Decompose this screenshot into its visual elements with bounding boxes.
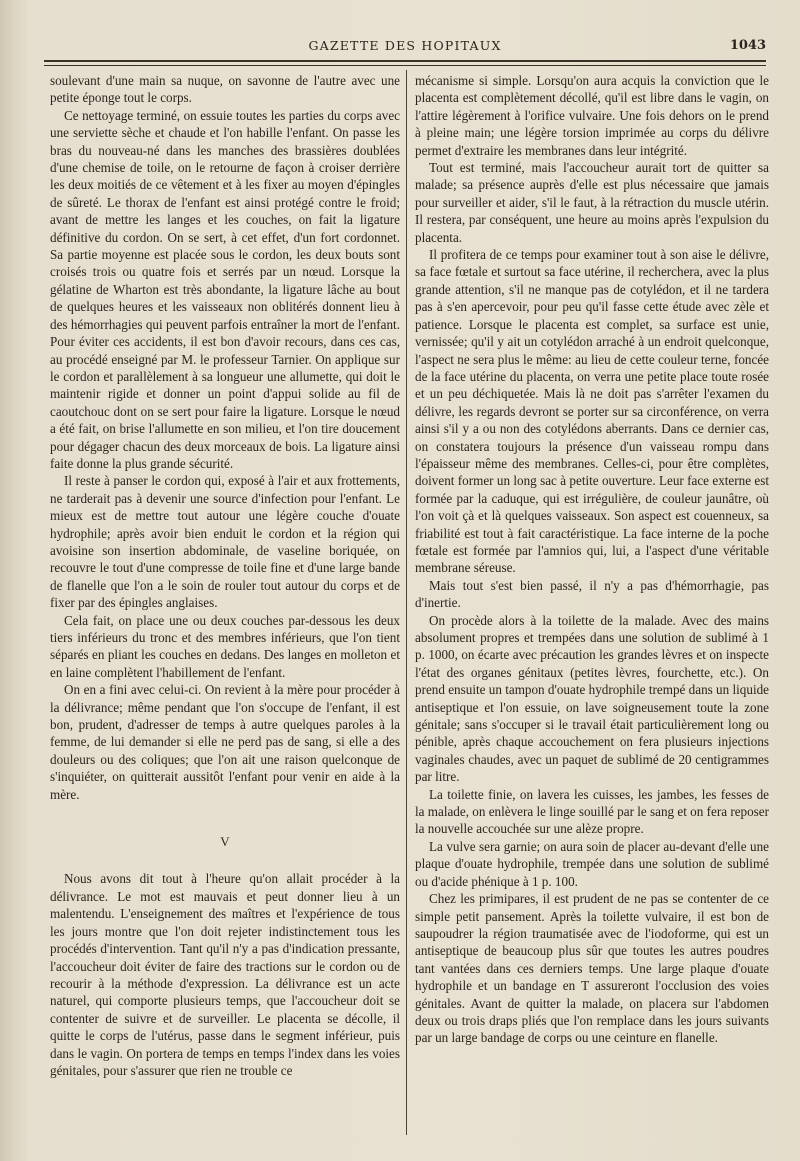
paragraph: soulevant d'une main sa nuque, on savonne de l'autre avec une petite éponge tout le corps. [50, 73, 400, 106]
page-header [44, 38, 766, 58]
paragraph: Il reste à panser le cordon qui, exposé à l'air et aux frottements, ne tarderait pas à devenir une source d'infection pour l'enfant. Le mieux est de mettre tout autour une légère couche d'ouate hydrophile; après avoir bien enduit le cordon et la région qui avoisine son insertion abdominale, de vaseline boriquée, on recouvre le tout d'une compresse de toile fine et d'une large bande de flanelle que l'on a le soin de rouler tout autour du corps et de fixer par des épingles anglaises. [50, 473, 400, 611]
section-heading: V [220, 834, 230, 850]
paragraph: mécanisme si simple. Lorsqu'on aura acquis la conviction que le placenta est complètement décollé, qu'il est libre dans le vagin, on l'attire légèrement à l'orifice vulvaire. Une fois dehors on le prend à pleine main; une légère torsion imprimée au corps du délivre permet d'extraire les membranes dans leur intégrité. [415, 73, 769, 158]
paragraph: Ce nettoyage terminé, on essuie toutes les parties du corps avec une serviette sèche et chaude et l'on habille l'enfant. On passe les bras du nouveau-né dans les manches des brassières doublées d'une chemise de toile, on le retourne de façon à croiser derrière les deux moitiés de ce vêtement et à les fixer au moyen d'épingles de sûreté. Le thorax de l'enfant est ainsi protégé contre le froid; avant de mettre les langes et les couches, on fait la ligature définitive du cordon. On se sert, à cet effet, d'un fort cordonnet. Sa partie moyenne est placée sous le cordon, les deux bouts sont croisés trois ou quatre fois et serrés par un nœud. Lorsque la gélatine de Wharton est très abondante, la ligature lâche au bout de quelques heures et les vaisseaux non oblitérés donnent lieu à des hémorrhagies qui peuvent parfois entraîner la mort de l'enfant. Pour éviter ces accidents, il est bon d'avoir recours, dans ces cas, au procédé enseigné par M. le professeur Tarnier. On applique sur le cordon et parallèlement à sa longueur une allumette, qui doit le maintenir rigide et donner un point d'appui solide au fil de caoutchouc dont on se sert pour faire la ligature. Lorsque le nœud a été fait, on brise l'allumette en son milieu, et l'on tire doucement pour dégager chacun des deux morceaux de bois. La ligature ainsi faite donne la plus grande sécurité. [50, 107, 400, 471]
page-number: 1043 [729, 38, 766, 53]
header-rule-thick [44, 60, 766, 62]
paragraph: On en a fini avec celui-ci. On revient à la mère pour procéder à la délivrance; même pendant que l'on s'occupe de l'enfant, il est bon, prudent, d'adresser de temps à autre quelques paroles à la femme, de lui demander si elle ne perd pas de sang, si elle a des douleurs ou des coliques; que l'on ait une raison quelconque de s'inquiéter, on quitterait aussitôt l'enfant pour venir en aide à la mère. [50, 682, 400, 802]
paragraph: On procède alors à la toilette de la malade. Avec des mains absolument propres et trempées dans une solution de sublimé à 1 p. 1000, on écarte avec précaution les grandes lèvres et on inspecte l'état des organes génitaux (petites lèvres, fourchette, etc.). On prend ensuite un tampon d'ouate hydrophile trempé dans un liquide antiseptique et l'on essuie, on lave soigneusement toute la zone génitale; sans s'occuper si le travail était particulièrement long ou pénible, après chaque accouchement on fera plusieurs injections vaginales chaudes, avec un paquet de sublimé de 20 centigrammes par litre. [415, 612, 769, 785]
paragraph: Il profitera de ce temps pour examiner tout à son aise le délivre, sa face fœtale et surtout sa face utérine, il recherchera, avec la plus grande attention, s'il ne manque pas de cotylédon, et il ne tardera pas à s'en apercevoir, pour peu qu'il fasse cette étude avec zèle et patience. Lorsque le placenta est complet, sa surface est unie, vernissée; qu'il y ait un cotylédon arraché à un endroit quelconque, l'aspect ne sera plus le même: au lieu de cette couleur terne, foncée de la face utérine du placenta, on verra une petite place toute rosée et un peu déchiquetée. Mais là ne doit pas s'arrêter l'examen du délivre, les regards devront se porter sur sa circonférence, on verra ainsi s'il y a ou non des cotylédons aberrants. Dans ce dernier cas, on constatera toujours la présence d'un vaisseau rompu dans l'épaisseur même des membranes. Celles-ci, pour être complètes, doivent former un long sac à petite ouverture. Leur face externe est formée par la caduque, qui est irrégulière, de couleur jaunâtre, où l'on voit çà et là quelques vaisseaux. Son aspect est couenneux, sa friabilité est tout à fait caractéristique. La face interne de la poche fœtale est formée par l'amnios qui, lui, a l'aspect d'une véritable membrane séreuse. [415, 247, 769, 576]
header-rule-thin [44, 65, 766, 66]
paragraph: Mais tout s'est bien passé, il n'y a pas d'hémorrhagie, pas d'inertie. [415, 577, 769, 611]
paragraph: La toilette finie, on lavera les cuisses, les jambes, les fesses de la malade, on enlèvera le linge souillé par le sang et on fera reposer la nouvelle accouchée sur une alèze propre. [415, 786, 769, 837]
paragraph: Nous avons dit tout à l'heure qu'on allait procéder à la délivrance. Le mot est mauvais et peut donner lieu à un malentendu. L'enseignement des maîtres et l'expérience de tous les jours montre que l'on doit rejeter indistinctement tous les procédés d'intervention. Tant qu'il n'y a pas d'indication pressante, l'accoucheur doit éviter de faire des tractions sur le cordon ou de recourir à la méthode d'expression. La délivrance est un acte naturel, qui comporte plusieurs temps, que l'accoucheur doit se contenter de suivre et de surveiller. Le placenta se décolle, il quitte le corps de l'utérus, passe dans le segment inférieur, puis dans le vagin. On portera de temps en temps l'index dans les voies génitales, pour s'assurer que rien ne trouble ce [50, 871, 400, 1078]
paragraph: La vulve sera garnie; on aura soin de placer au-devant d'elle une plaque d'ouate hydrophile, trempée dans une solution de sublimé ou d'acide phénique à 1 p. 100. [415, 838, 769, 889]
paragraph: Chez les primipares, il est prudent de ne pas se contenter de ce simple petit pansement. Après la toilette vulvaire, il est bon de saupoudrer la région traumatisée avec de l'iodoforme, qui est un antiseptique de beaucoup plus sûr que toutes les autres poudres tant vantées dans ces derniers temps. Une large plaque d'ouate hydrophile et un bandage en T assureront l'occlusion des voies génitales. Avant de quitter la malade, on placera sur l'abdomen deux ou trois draps pliés que l'on remplace dans les jours suivants par un large bandage de corps ou une ceinture en flanelle. [415, 891, 769, 1046]
paragraph: Tout est terminé, mais l'accoucheur aurait tort de quitter sa malade; sa présence auprès d'elle est plus nécessaire que jamais pour surveiller et aider, s'il le faut, à la rétraction du muscle utérin. Il restera, par conséquent, une heure au moins après l'expulsion du placenta. [415, 160, 769, 245]
paragraph: Cela fait, on place une ou deux couches par-dessous les deux tiers inférieurs du tronc et des membres inférieurs, que l'on tient séparés en pliant les couches en dedans. Des langes en molleton et en laine complètent l'habillement de l'enfant. [50, 612, 400, 680]
left-column [50, 72, 400, 1142]
right-column [415, 72, 769, 1142]
journal-title: GAZETTE DES HOPITAUX [308, 38, 502, 53]
column-divider [406, 70, 407, 1135]
